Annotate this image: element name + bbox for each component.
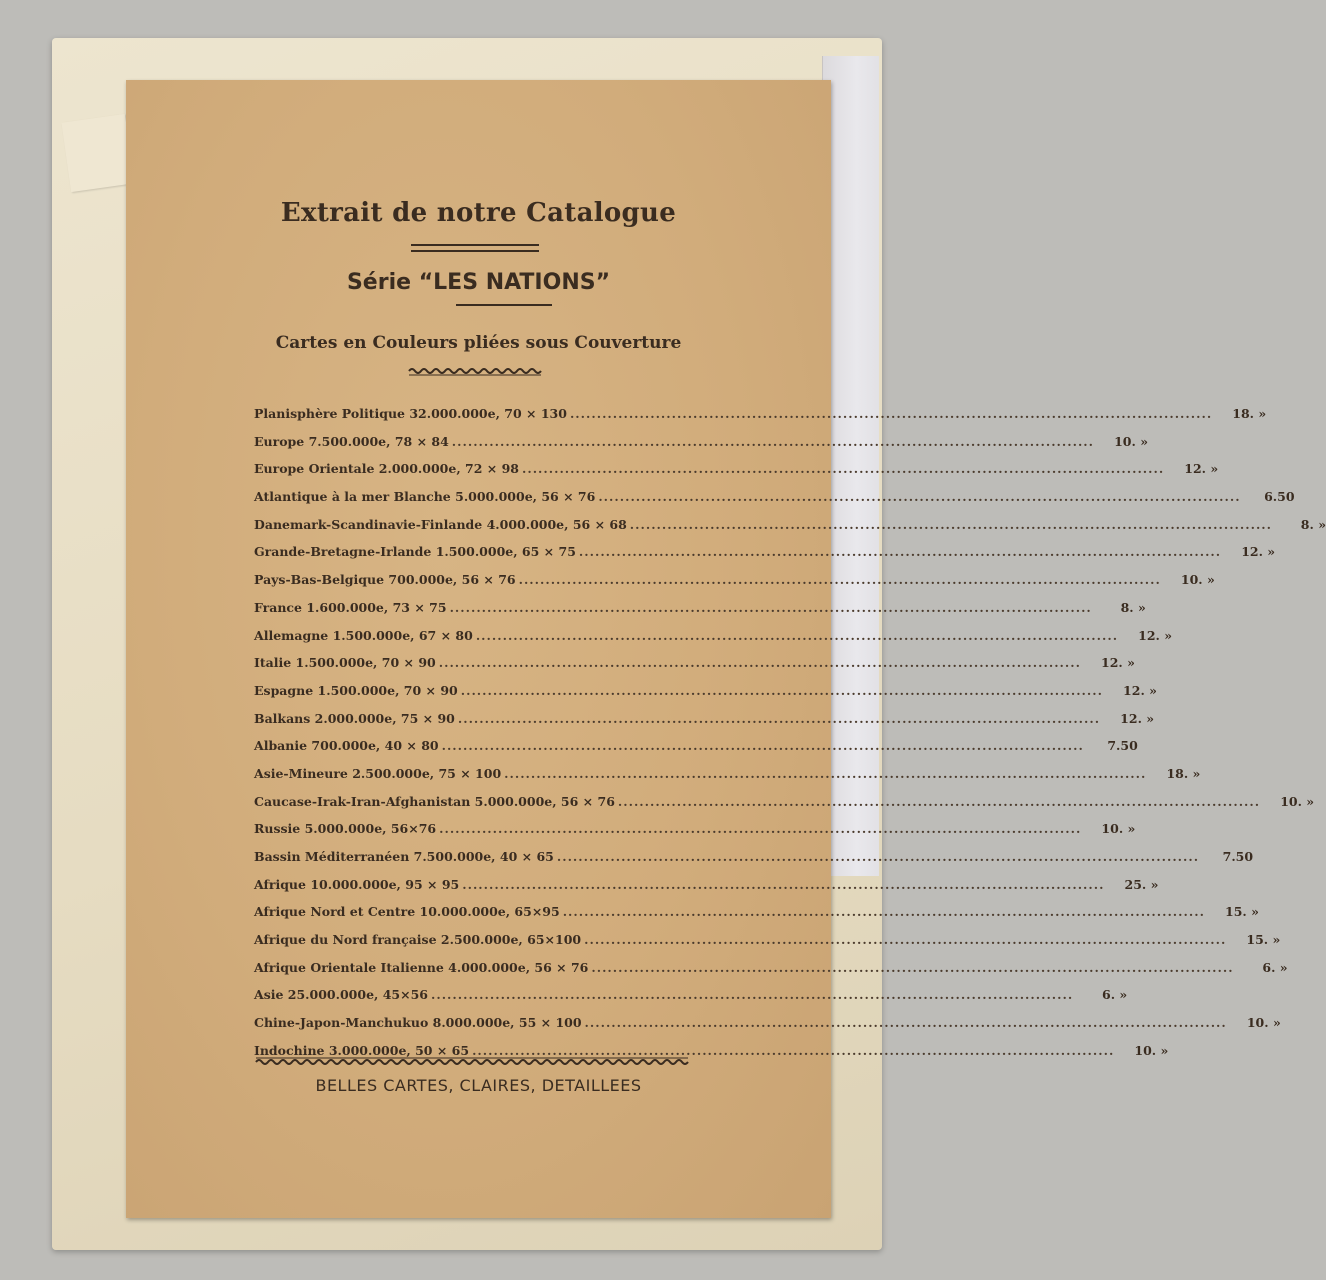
dot-leader: ........................................................................................................................: [431, 987, 1074, 1003]
entry-name: Planisphère Politique 32.000.000e, 70 × 130: [254, 406, 567, 421]
entry-name: Afrique du Nord française 2.500.000e, 65×100: [254, 932, 582, 948]
entry-price: 10. »: [1246, 1015, 1281, 1031]
catalogue-entry: [254, 849, 1254, 877]
entry-name: Afrique Nord et Centre 10.000.000e, 65×95: [254, 904, 560, 920]
catalogue-entry: [254, 932, 1281, 960]
entry-name: Bassin Méditerranéen 7.500.000e, 40 × 65: [254, 849, 554, 864]
entry-price: 12. »: [1120, 710, 1155, 726]
entry-price: 10. »: [1180, 572, 1215, 588]
entry-price: 12. »: [1184, 461, 1219, 477]
catalogue-entry: [254, 572, 1215, 600]
entry-name: Indochine 3.000.000e, 50 × 65: [254, 1042, 470, 1058]
catalogue-entry: [254, 516, 1326, 545]
entry-name: France 1.600.000e, 73 × 75: [254, 599, 447, 615]
entry-name: Europe Orientale 2.000.000e, 72 × 98: [254, 461, 519, 477]
entry-price: 10. »: [1101, 821, 1136, 837]
dot-leader: ........................................................................................................................: [439, 821, 1082, 837]
dot-leader: ........................................................................................................................: [472, 1042, 1115, 1058]
entry-price: 15. »: [1225, 904, 1259, 920]
catalogue-entry: [254, 544, 1276, 572]
entry-price: 7.50: [1107, 738, 1138, 754]
entry-price: 6. »: [1262, 959, 1288, 975]
dot-leader: ........................................................................................................................: [578, 544, 1222, 560]
dot-leader: ........................................................................................................................: [629, 516, 1273, 532]
dot-leader: ........................................................................................................................: [569, 406, 1213, 421]
entry-price: 25. »: [1124, 876, 1159, 892]
entry-name: Balkans 2.000.000e, 75 × 90: [254, 710, 455, 726]
entry-price: 10. »: [1114, 433, 1149, 449]
entry-name: Chine-Japon-Manchukuo 8.000.000e, 55 × 100: [254, 1015, 582, 1031]
entry-name: Afrique 10.000.000e, 95 × 95: [254, 876, 460, 892]
dot-leader: ........................................................................................................................: [562, 904, 1205, 920]
entry-name: Espagne 1.500.000e, 70 × 90: [254, 682, 458, 698]
dot-leader: ........................................................................................................................: [556, 849, 1200, 864]
series-underline: [456, 304, 552, 306]
entry-price: 7.50: [1222, 849, 1254, 864]
entry-price: 6.50: [1264, 489, 1295, 505]
dot-leader: ........................................................................................................................: [584, 932, 1227, 948]
dot-leader: ........................................................................................................................: [438, 655, 1081, 671]
dot-leader: ........................................................................................................................: [441, 738, 1084, 754]
entry-name: Pays-Bas-Belgique 700.000e, 56 × 76: [254, 572, 516, 588]
entry-name: Europe 7.500.000e, 78 × 84: [254, 433, 449, 449]
entry-price: 12. »: [1138, 627, 1173, 643]
entry-name: Asie 25.000.000e, 45×56: [254, 987, 428, 1003]
catalogue-entry: [254, 461, 1219, 489]
entry-price: 18. »: [1166, 765, 1201, 781]
dot-leader: ........................................................................................................................: [462, 876, 1105, 892]
dot-leader: ........................................................................................................................: [457, 710, 1101, 726]
entry-name: Asie-Mineure 2.500.000e, 75 × 100: [254, 765, 502, 781]
entry-name: Italie 1.500.000e, 70 × 90: [254, 655, 436, 671]
entry-price: 10. »: [1280, 793, 1315, 809]
catalogue-entry: [254, 821, 1136, 849]
catalogue-entry: [254, 1015, 1281, 1043]
series-title: Série “LES NATIONS”: [346, 270, 611, 295]
dot-leader: ........................................................................................................................: [617, 793, 1261, 809]
catalogue-entry: [254, 710, 1155, 739]
entry-price: 10. »: [1134, 1042, 1169, 1058]
catalogue-entry: [254, 793, 1315, 822]
dot-leader: ........................................................................................................................: [584, 1015, 1227, 1031]
catalogue-entry: [254, 433, 1149, 462]
catalogue-entry: [254, 599, 1146, 628]
catalogue-sheet: [126, 80, 1326, 1218]
entry-name: Caucase-Irak-Iran-Afghanistan 5.000.000e, 56 × 76: [254, 793, 615, 809]
catalogue-entry: [254, 959, 1288, 988]
catalogue-entry: [254, 655, 1135, 683]
catalogue-title: Extrait de notre Catalogue: [280, 198, 677, 228]
dot-leader: ........................................................................................................................: [449, 599, 1092, 615]
entry-price: 18. »: [1232, 406, 1267, 421]
catalogue-subtitle: Cartes en Couleurs pliées sous Couverture: [275, 333, 682, 353]
catalogue-entry: [254, 904, 1259, 932]
catalogue-entry: [254, 738, 1138, 766]
catalogue-entry: [254, 627, 1173, 656]
entry-name: Allemagne 1.500.000e, 67 × 80: [254, 627, 473, 643]
catalogue-entry: [254, 987, 1128, 1015]
map-list: [254, 406, 1326, 1071]
entry-price: 8. »: [1300, 516, 1326, 532]
dot-leader: ........................................................................................................................: [518, 572, 1161, 588]
wavy-ornament: [409, 366, 541, 376]
entry-name: Grande-Bretagne-Irlande 1.500.000e, 65 × 75: [254, 544, 576, 560]
entry-name: Albanie 700.000e, 40 × 80: [254, 738, 439, 754]
dot-leader: ........................................................................................................................: [598, 489, 1241, 505]
entry-name: Afrique Orientale Italienne 4.000.000e, 56 × 76: [254, 959, 589, 975]
dot-leader: ........................................................................................................................: [451, 433, 1095, 449]
entry-price: 12. »: [1101, 655, 1135, 671]
entry-price: 6. »: [1102, 987, 1128, 1003]
entry-price: 8. »: [1120, 599, 1146, 615]
catalogue-entry: [254, 682, 1157, 711]
catalogue-entry: [254, 406, 1267, 434]
catalogue-entry: [254, 876, 1159, 905]
wavy-ornament-bottom: [256, 1056, 688, 1066]
title-double-rule: [411, 244, 539, 252]
footer-slogan: BELLES CARTES, CLAIRES, DETAILLEES: [315, 1076, 642, 1095]
torn-fold: [61, 114, 134, 192]
dot-leader: ........................................................................................................................: [460, 682, 1103, 698]
catalogue-entry: [254, 489, 1295, 517]
entry-name: Atlantique à la mer Blanche 5.000.000e, 56 × 76: [254, 489, 596, 505]
dot-leader: ........................................................................................................................: [521, 461, 1165, 477]
dot-leader: ........................................................................................................................: [475, 627, 1119, 643]
entry-price: 12. »: [1241, 544, 1276, 560]
dot-leader: ........................................................................................................................: [591, 959, 1234, 975]
dot-leader: ........................................................................................................................: [504, 765, 1147, 781]
entry-name: Danemark-Scandinavie-Finlande 4.000.000e, 56 × 68: [254, 516, 627, 532]
entry-price: 15. »: [1246, 932, 1281, 948]
catalogue-entry: [254, 765, 1201, 794]
entry-name: Russie 5.000.000e, 56×76: [254, 821, 437, 837]
entry-price: 12. »: [1123, 682, 1157, 698]
